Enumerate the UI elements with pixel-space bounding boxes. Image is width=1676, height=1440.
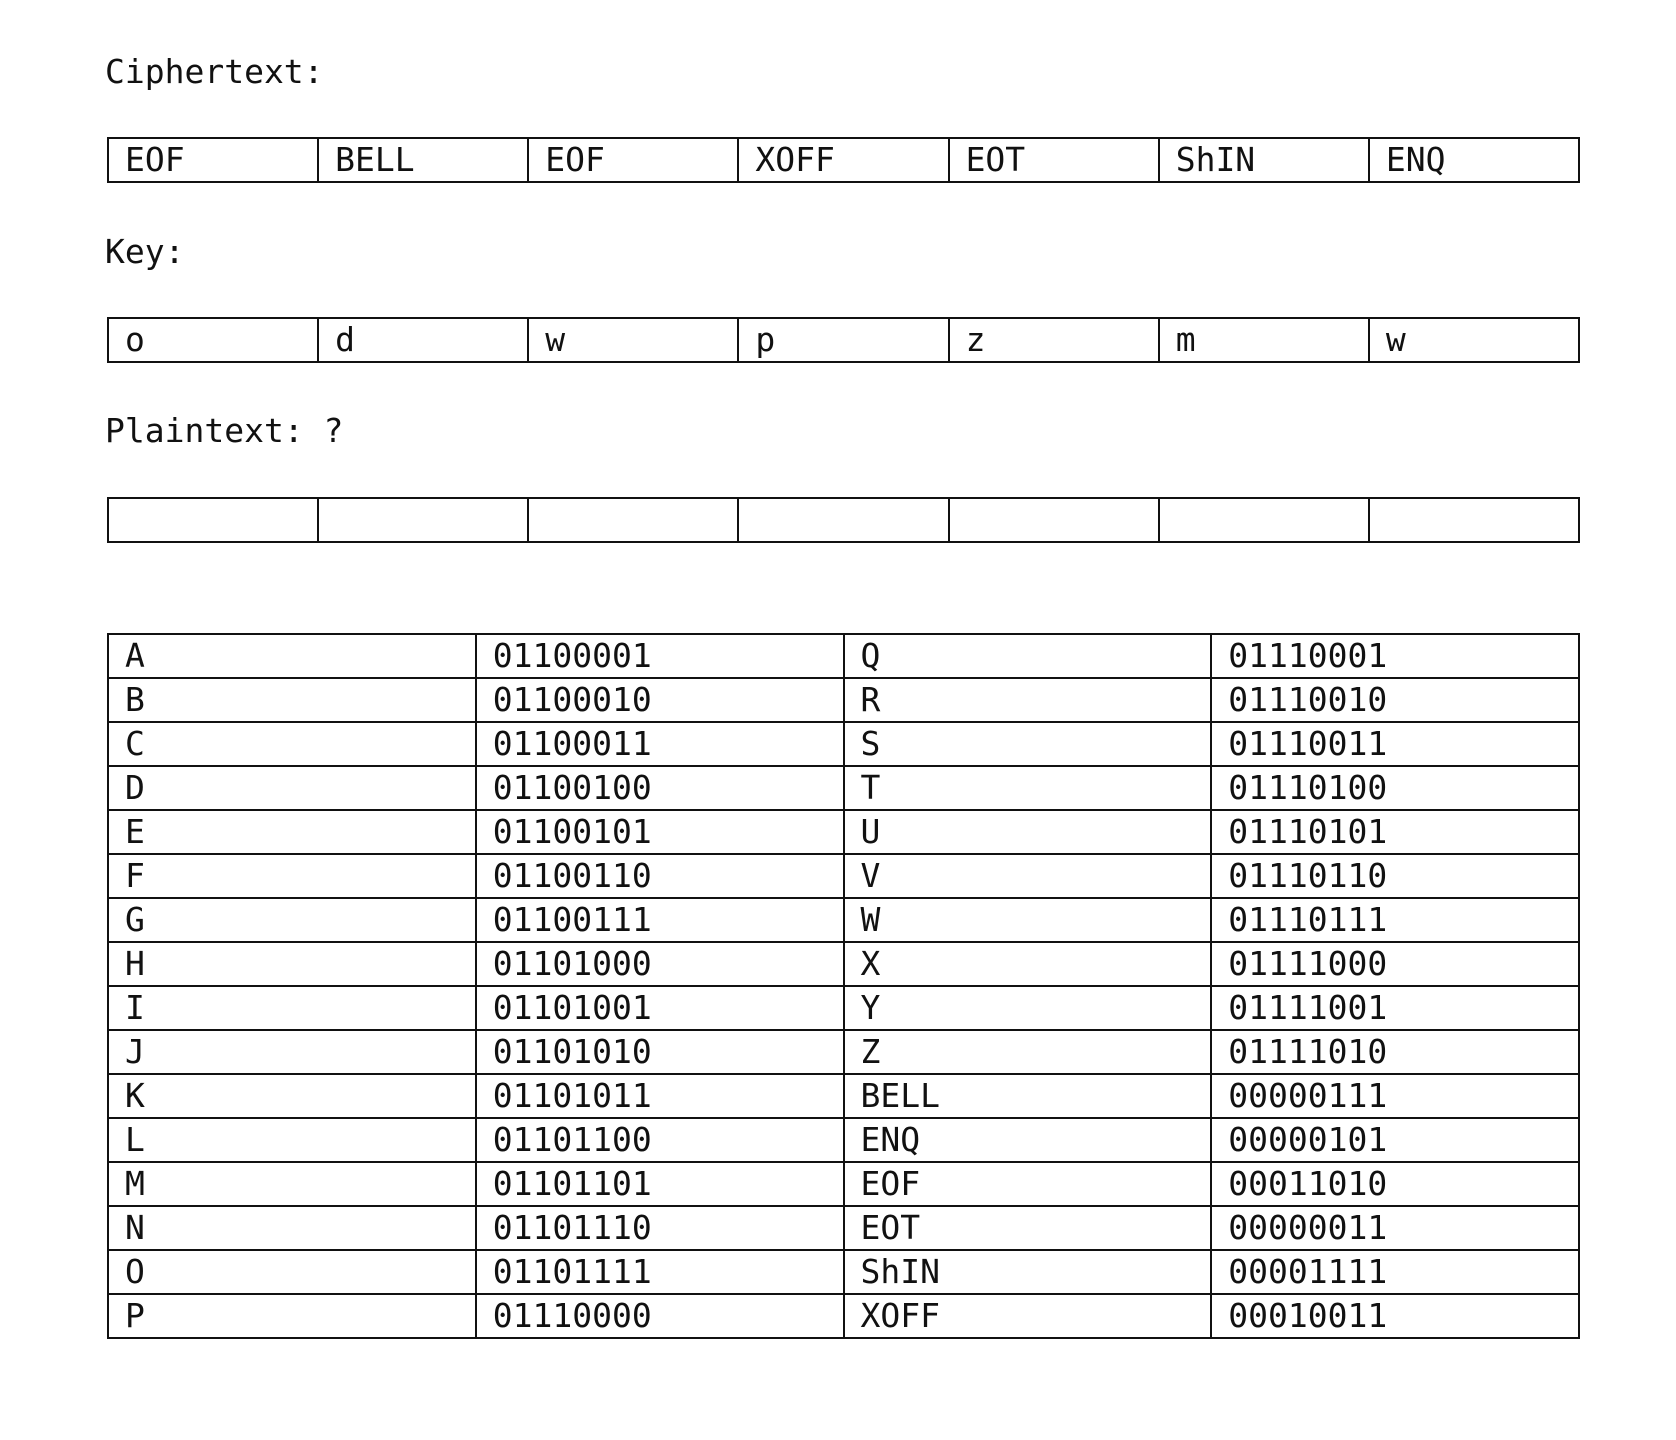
key-cell: w <box>1369 318 1579 362</box>
lookup-char-cell: D <box>108 766 476 810</box>
lookup-char-cell: A <box>108 634 476 678</box>
table-row <box>108 1206 1579 1250</box>
lookup-binary-cell: 01110000 <box>476 1294 844 1338</box>
lookup-binary-cell: 01110100 <box>1211 766 1579 810</box>
lookup-char-cell: Q <box>844 634 1212 678</box>
plaintext-label: Plaintext: ? <box>105 411 344 450</box>
lookup-char-cell: M <box>108 1162 476 1206</box>
table-row <box>108 854 1579 898</box>
table-row <box>108 898 1579 942</box>
table-row <box>108 1162 1579 1206</box>
lookup-table-body <box>108 634 1579 1338</box>
binary-lookup-table <box>107 633 1580 1339</box>
lookup-char-cell: J <box>108 1030 476 1074</box>
table-row <box>108 678 1579 722</box>
lookup-char-cell: U <box>844 810 1212 854</box>
lookup-binary-cell: 01100110 <box>476 854 844 898</box>
key-label: Key: <box>105 232 185 271</box>
key-table <box>107 317 1580 363</box>
lookup-char-cell: EOF <box>844 1162 1212 1206</box>
lookup-binary-cell: 01110001 <box>1211 634 1579 678</box>
lookup-binary-cell: 00001111 <box>1211 1250 1579 1294</box>
lookup-char-cell: P <box>108 1294 476 1338</box>
lookup-binary-cell: 00000011 <box>1211 1206 1579 1250</box>
lookup-binary-cell: 01110010 <box>1211 678 1579 722</box>
key-cell: d <box>318 318 528 362</box>
ciphertext-cell: EOF <box>528 138 738 182</box>
lookup-binary-cell: 00000101 <box>1211 1118 1579 1162</box>
key-cell: p <box>738 318 948 362</box>
lookup-binary-cell: 00011010 <box>1211 1162 1579 1206</box>
plaintext-cell[interactable] <box>949 498 1159 542</box>
plaintext-cell[interactable] <box>1369 498 1579 542</box>
lookup-binary-cell: 01101000 <box>476 942 844 986</box>
lookup-char-cell: XOFF <box>844 1294 1212 1338</box>
lookup-char-cell: N <box>108 1206 476 1250</box>
table-row <box>108 1294 1579 1338</box>
lookup-binary-cell: 00010011 <box>1211 1294 1579 1338</box>
lookup-binary-cell: 00000111 <box>1211 1074 1579 1118</box>
ciphertext-cell: ENQ <box>1369 138 1579 182</box>
ciphertext-cell: XOFF <box>738 138 948 182</box>
lookup-binary-cell: 01110111 <box>1211 898 1579 942</box>
lookup-binary-cell: 01100100 <box>476 766 844 810</box>
table-row <box>108 1118 1579 1162</box>
lookup-binary-cell: 01110110 <box>1211 854 1579 898</box>
lookup-binary-cell: 01100101 <box>476 810 844 854</box>
ciphertext-cell: EOF <box>108 138 318 182</box>
lookup-char-cell: S <box>844 722 1212 766</box>
lookup-char-cell: G <box>108 898 476 942</box>
lookup-binary-cell: 01100001 <box>476 634 844 678</box>
key-cell: w <box>528 318 738 362</box>
ciphertext-table <box>107 137 1580 183</box>
lookup-char-cell: Z <box>844 1030 1212 1074</box>
ciphertext-cell: EOT <box>949 138 1159 182</box>
key-row <box>108 318 1579 362</box>
key-cell: m <box>1159 318 1369 362</box>
lookup-binary-cell: 01100111 <box>476 898 844 942</box>
lookup-char-cell: ENQ <box>844 1118 1212 1162</box>
plaintext-cell[interactable] <box>1159 498 1369 542</box>
lookup-char-cell: ShIN <box>844 1250 1212 1294</box>
lookup-char-cell: B <box>108 678 476 722</box>
table-row <box>108 722 1579 766</box>
lookup-char-cell: H <box>108 942 476 986</box>
table-row <box>108 942 1579 986</box>
plaintext-table <box>107 497 1580 543</box>
lookup-char-cell: W <box>844 898 1212 942</box>
ciphertext-label: Ciphertext: <box>105 52 324 91</box>
key-cell: o <box>108 318 318 362</box>
lookup-char-cell: V <box>844 854 1212 898</box>
lookup-binary-cell: 01101110 <box>476 1206 844 1250</box>
lookup-binary-cell: 01110011 <box>1211 722 1579 766</box>
plaintext-cell[interactable] <box>318 498 528 542</box>
lookup-char-cell: T <box>844 766 1212 810</box>
lookup-binary-cell: 01101010 <box>476 1030 844 1074</box>
lookup-char-cell: EOT <box>844 1206 1212 1250</box>
ciphertext-row <box>108 138 1579 182</box>
lookup-binary-cell: 01111010 <box>1211 1030 1579 1074</box>
lookup-binary-cell: 01101100 <box>476 1118 844 1162</box>
lookup-char-cell: BELL <box>844 1074 1212 1118</box>
ciphertext-cell: ShIN <box>1159 138 1369 182</box>
plaintext-cell[interactable] <box>528 498 738 542</box>
lookup-char-cell: R <box>844 678 1212 722</box>
lookup-binary-cell: 01100010 <box>476 678 844 722</box>
lookup-binary-cell: 01101101 <box>476 1162 844 1206</box>
lookup-char-cell: L <box>108 1118 476 1162</box>
ciphertext-cell: BELL <box>318 138 528 182</box>
lookup-binary-cell: 01111000 <box>1211 942 1579 986</box>
lookup-char-cell: X <box>844 942 1212 986</box>
plaintext-cell[interactable] <box>108 498 318 542</box>
plaintext-cell[interactable] <box>738 498 948 542</box>
table-row <box>108 634 1579 678</box>
lookup-char-cell: E <box>108 810 476 854</box>
lookup-char-cell: O <box>108 1250 476 1294</box>
plaintext-row <box>108 498 1579 542</box>
table-row <box>108 766 1579 810</box>
table-row <box>108 810 1579 854</box>
table-row <box>108 1250 1579 1294</box>
lookup-char-cell: C <box>108 722 476 766</box>
lookup-char-cell: I <box>108 986 476 1030</box>
lookup-binary-cell: 01101111 <box>476 1250 844 1294</box>
lookup-binary-cell: 01101001 <box>476 986 844 1030</box>
lookup-char-cell: K <box>108 1074 476 1118</box>
lookup-char-cell: F <box>108 854 476 898</box>
table-row <box>108 1030 1579 1074</box>
lookup-binary-cell: 01101011 <box>476 1074 844 1118</box>
table-row <box>108 986 1579 1030</box>
key-cell: z <box>949 318 1159 362</box>
lookup-binary-cell: 01110101 <box>1211 810 1579 854</box>
table-row <box>108 1074 1579 1118</box>
lookup-char-cell: Y <box>844 986 1212 1030</box>
lookup-binary-cell: 01100011 <box>476 722 844 766</box>
lookup-binary-cell: 01111001 <box>1211 986 1579 1030</box>
